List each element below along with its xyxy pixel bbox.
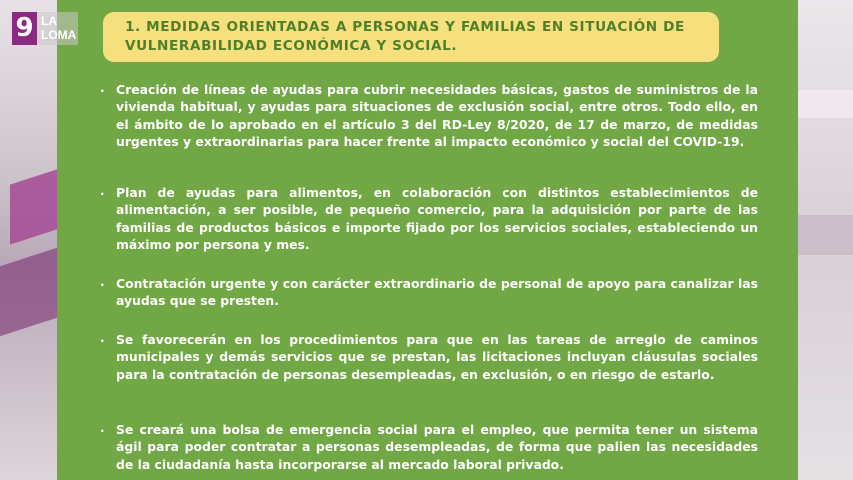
bullet-icon: · (100, 84, 105, 98)
list-item: Plan de ayudas para alimentos, en colaboración con distintos establecimientos de alimentación, a ser posible, de pequeño comercio, para la adquisición por parte de las familias de productos básicos e importe fijado por los servicios sociales, estableciendo un máximo por persona y mes. (116, 185, 758, 252)
bullet-icon: · (100, 424, 105, 438)
channel-logo (12, 12, 78, 45)
section-heading-line1: 1. MEDIDAS ORIENTADAS A PERSONAS Y FAMILIAS EN SITUACIÓN DE (125, 19, 685, 35)
channel-logo-number: 9 (12, 12, 37, 45)
section-heading (103, 12, 719, 62)
list-item: Se creará una bolsa de emergencia social para el empleo, que permita tener un sistema ágil para poder contratar a personas desempleadas, de forma que palien las necesidades de la ciudadanía hasta incorporarse al mercado laboral privado. (116, 422, 758, 472)
background-bar (793, 90, 853, 118)
section-heading-line2: VULNERABILIDAD ECONÓMICA Y SOCIAL. (125, 38, 458, 54)
channel-logo-line2: LOMA (41, 28, 77, 42)
channel-logo-text (37, 12, 78, 45)
background-bar (793, 215, 853, 255)
list-item: Contratación urgente y con carácter extraordinario de personal de apoyo para canalizar las ayudas que se presten. (116, 276, 758, 309)
background-right (793, 0, 853, 480)
list-item: Creación de líneas de ayudas para cubrir necesidades básicas, gastos de suministros de la vivienda habitual, y ayudas para situaciones de exclusión social, entre otros. Todo ello, en el ámbito de lo aprobado en el artículo 3 del RD-Ley 8/2020, de 17 de marzo, de medidas urgentes y extraordinarias para hacer frente al impacto económico y social del COVID-19. (116, 82, 758, 149)
bullet-icon: · (100, 278, 105, 292)
list-item: Se favorecerán en los procedimientos para que en las tareas de arreglo de caminos municipales y demás servicios que se prestan, las licitaciones incluyan cláusulas sociales para la contratación de personas desempleadas, en exclusión, o en riesgo de estarlo. (116, 332, 758, 382)
bullet-icon: · (100, 334, 105, 348)
bullet-icon: · (100, 187, 105, 201)
channel-logo-line1: LA (41, 14, 57, 28)
